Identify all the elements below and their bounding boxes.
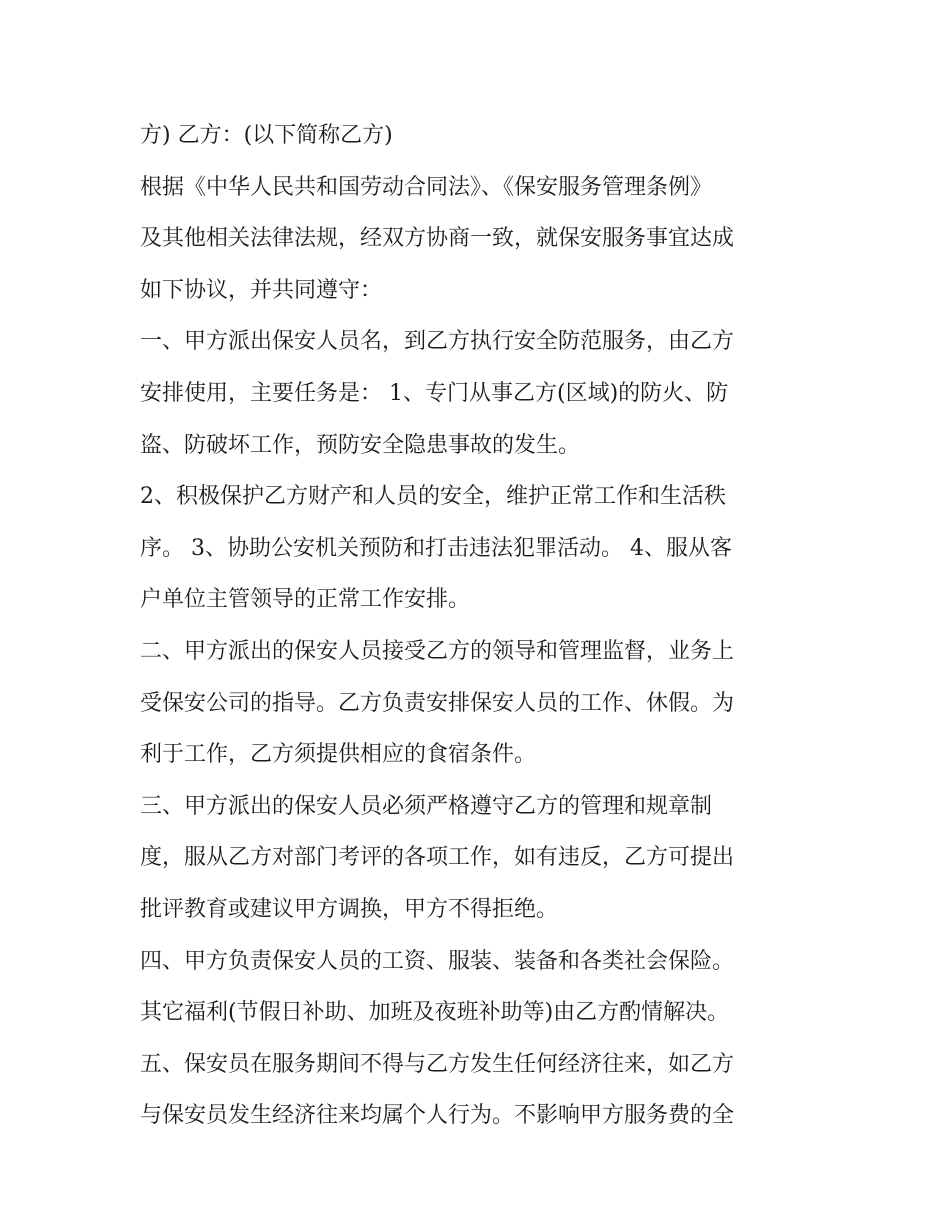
text-line: 四、甲方负责保安人员的工资、服装、装备和各类社会保险。 (140, 948, 735, 974)
text-line: 度，服从乙方对部门考评的各项工作，如有违反，乙方可提出 (140, 845, 735, 871)
text-line: 如下协议，并共同遵守： (140, 277, 383, 303)
text-line: 三、甲方派出的保安人员必须严格遵守乙方的管理和规章制 (140, 793, 713, 819)
text-line: 二、甲方派出的保安人员接受乙方的领导和管理监督，业务上 (140, 638, 735, 664)
text-line: 利于工作，乙方须提供相应的食宿条件。 (140, 742, 537, 768)
text-line: 安排使用，主要任务是： 1、专门从事乙方(区域)的防火、防 (140, 380, 729, 406)
text-line: 五、保安员在服务期间不得与乙方发生任何经济往来，如乙方 (140, 1051, 735, 1077)
text-line: 序。 3、协助公安机关预防和打击违法犯罪活动。 4、服从客 (140, 535, 732, 561)
text-line: 其它福利(节假日补助、加班及夜班补助等)由乙方酌情解决。 (140, 1000, 730, 1026)
text-line: 2、积极保护乙方财产和人员的安全，维护正常工作和生活秩 (140, 484, 726, 510)
text-line: 一、甲方派出保安人员名，到乙方执行安全防范服务，由乙方 (140, 329, 735, 355)
text-line: 户单位主管领导的正常工作安排。 (140, 587, 471, 613)
text-line: 盗、防破坏工作，预防安全隐患事故的发生。 (140, 432, 581, 458)
document-body (140, 110, 820, 1142)
text-line: 与保安员发生经济往来均属个人行为。不影响甲方服务费的全 (140, 1103, 735, 1129)
text-line: 受保安公司的指导。乙方负责安排保安人员的工作、休假。为 (140, 690, 735, 716)
text-line: 根据《中华人民共和国劳动合同法》、《保安服务管理条例》 (140, 174, 713, 200)
text-line: 批评教育或建议甲方调换，甲方不得拒绝。 (140, 896, 559, 922)
text-line: 及其他相关法律法规，经双方协商一致，就保安服务事宜达成 (140, 226, 735, 252)
text-line: 方) 乙方：(以下简称乙方) (140, 123, 393, 148)
